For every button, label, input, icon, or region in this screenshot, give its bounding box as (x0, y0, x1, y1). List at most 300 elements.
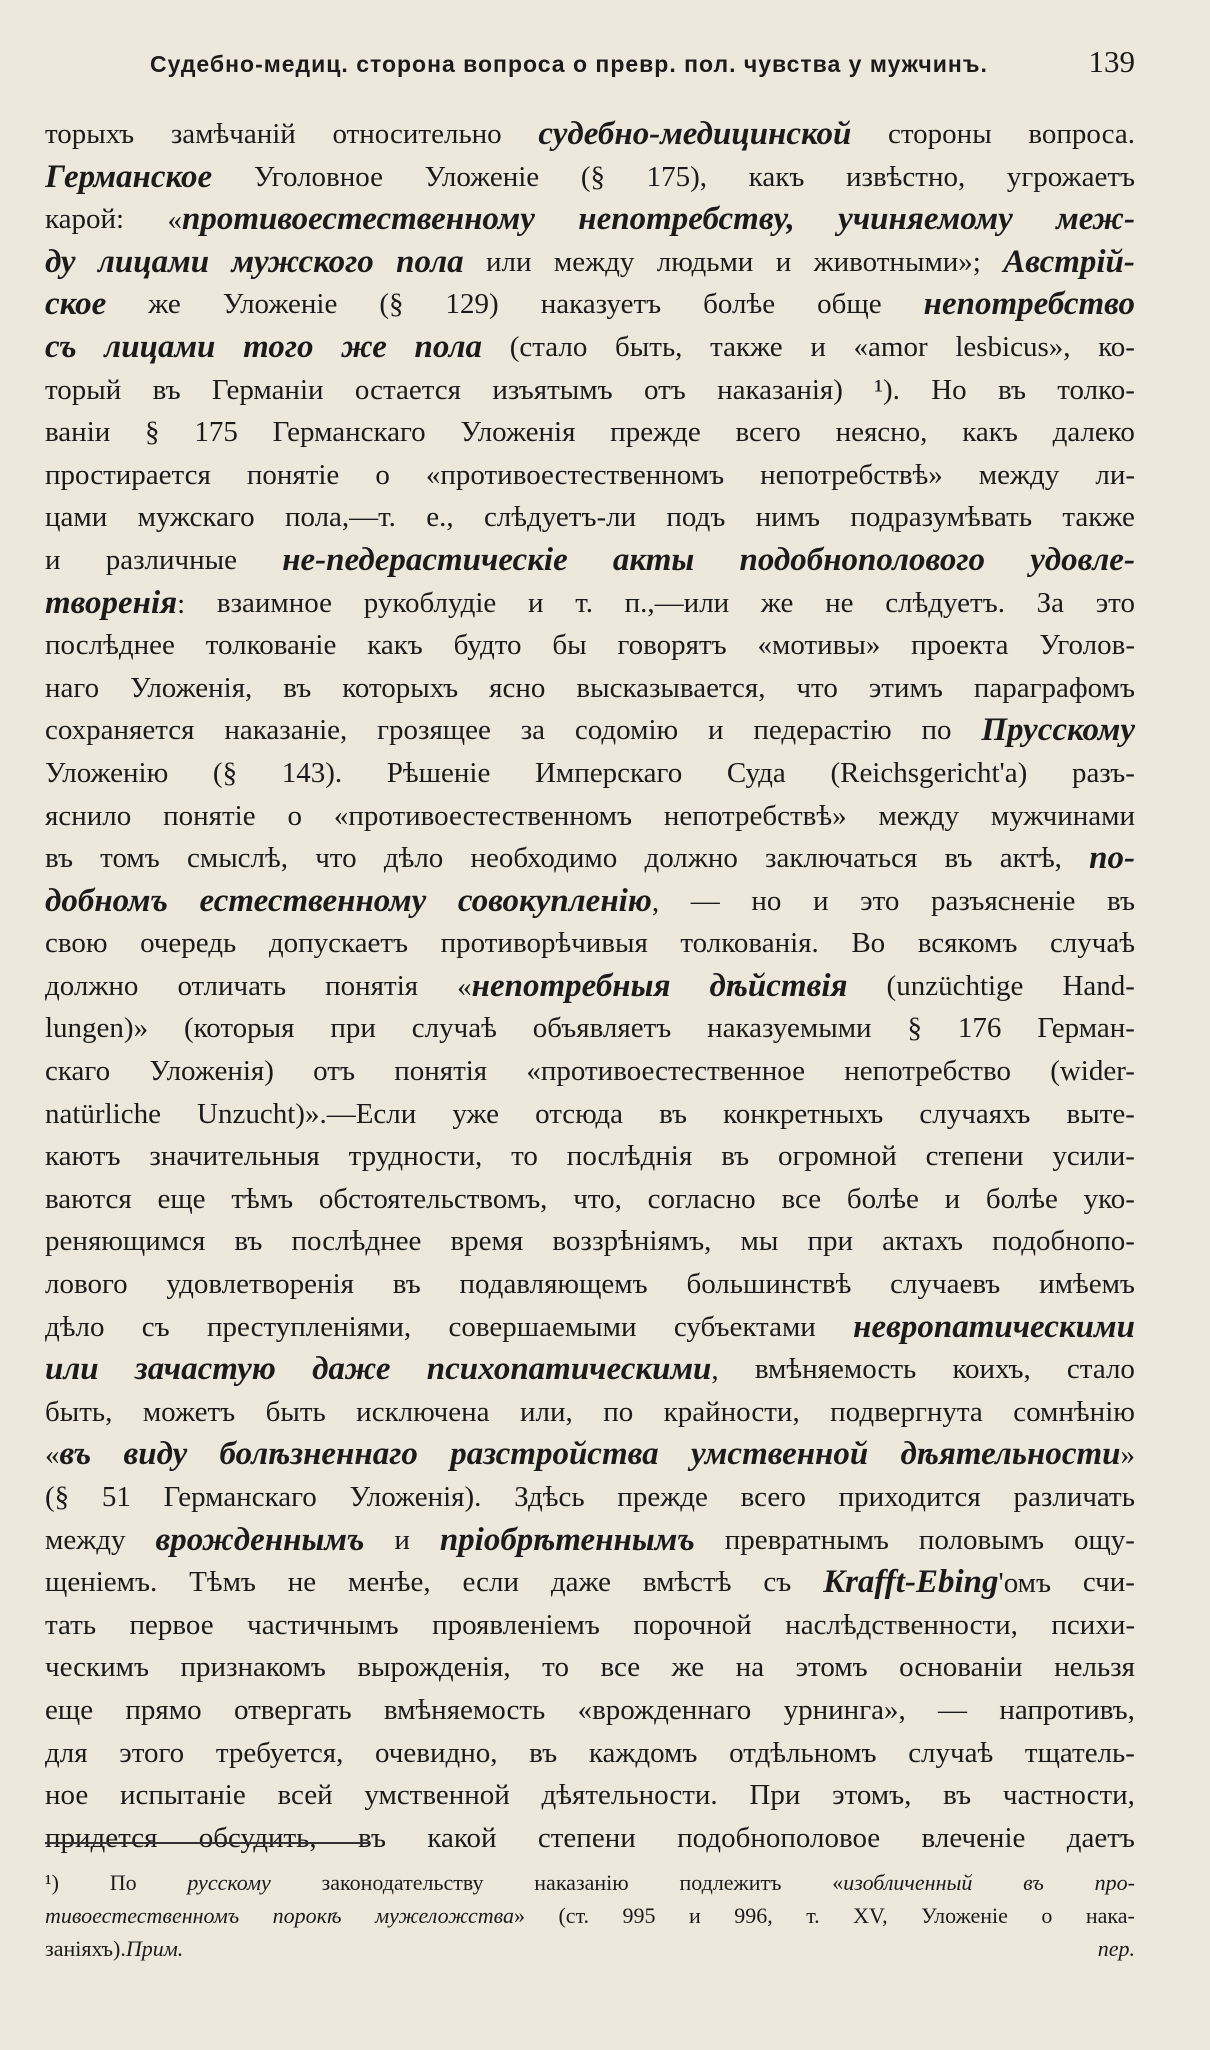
word: частичнымъ (247, 1608, 399, 1641)
word: мужеложства» (375, 1903, 526, 1928)
word: или (486, 245, 532, 278)
emphasis: зачастую (134, 1351, 276, 1388)
emphasis: непотребныя (471, 967, 671, 1004)
word: будто (453, 629, 522, 662)
word: наказуетъ (540, 288, 662, 321)
word: толкованія. (680, 927, 819, 960)
lines-line (45, 539, 1135, 582)
word: актахъ (882, 1225, 963, 1258)
word (1030, 539, 1135, 582)
word: для (45, 1736, 88, 1769)
emphasis: врожденнымъ (155, 1521, 365, 1558)
word: замѣчаній (170, 118, 296, 150)
word: степени (537, 1821, 636, 1854)
word: и (708, 714, 724, 747)
word: наказаніе, (224, 714, 348, 747)
word: «противоестественномъ (425, 458, 725, 491)
word: ческимъ (45, 1651, 150, 1684)
word: взаимное (216, 586, 333, 619)
word: (§ (45, 1481, 70, 1513)
word: Имперскаго (534, 756, 683, 789)
emphasis: меж- (1056, 201, 1135, 238)
word (312, 1348, 391, 1391)
word (1056, 198, 1135, 241)
word: «противоестественномъ (333, 799, 633, 832)
emphasis: изобличенный (843, 1870, 973, 1895)
word: § (145, 416, 160, 449)
word: психопатическими, (426, 1351, 719, 1388)
word: степени (925, 1140, 1024, 1173)
lines-line (45, 1220, 1135, 1263)
word: превратнымъ (724, 1523, 889, 1556)
word (415, 326, 482, 369)
word: Уложенія). (349, 1481, 482, 1513)
word (838, 198, 1013, 241)
word: отъ (313, 1055, 355, 1088)
word: совокупленію, (457, 882, 660, 919)
word: стороны (888, 118, 992, 150)
word: «amor (853, 330, 928, 363)
emphasis: разстройства (450, 1436, 659, 1473)
emphasis: порокѣ (272, 1903, 342, 1928)
word: 51 (101, 1481, 131, 1513)
word: законодательству (321, 1870, 484, 1895)
word: же (671, 1651, 705, 1684)
word: въ (45, 842, 73, 875)
word: Тѣмъ (189, 1566, 256, 1599)
word: половымъ (918, 1523, 1045, 1556)
word: Уложенія (460, 416, 576, 449)
word: сохраняется (45, 714, 195, 747)
word (538, 113, 851, 156)
word: (§ (212, 756, 238, 789)
emphasis: лицами (104, 328, 216, 365)
word: случаѣ (1049, 927, 1135, 960)
word: совершаемыми (448, 1310, 637, 1343)
word: прежде (617, 1481, 708, 1513)
word: случаѣ (411, 1012, 497, 1045)
word: относительно (332, 118, 502, 150)
word: понятіе (163, 799, 256, 832)
word: въ (721, 1140, 750, 1173)
word: (стало (509, 330, 588, 363)
word (45, 241, 76, 284)
word: какой (427, 1821, 497, 1854)
word: (которыя (183, 1012, 295, 1045)
word: слѣдуетъ. (885, 586, 1005, 619)
word: людьми (656, 245, 754, 278)
word: прежде (610, 416, 701, 449)
word: быть, (615, 330, 683, 363)
word: разъясненіе (931, 884, 1076, 917)
word: какъ (748, 160, 805, 193)
emphasis: Прусскому (981, 712, 1135, 749)
word: актѣ, (999, 842, 1062, 875)
word: понятія (394, 1055, 488, 1088)
emphasis: про- (1094, 1870, 1135, 1895)
word: При (749, 1779, 801, 1812)
word: требуется, (215, 1736, 344, 1769)
word: противорѣчивыя (440, 927, 648, 960)
word: тать (45, 1608, 97, 1641)
word: Уголов- (1039, 629, 1135, 662)
word: уже (452, 1097, 500, 1130)
emphasis: Прим. (125, 1936, 184, 1961)
footnote-divider (45, 1842, 370, 1844)
word: и (528, 586, 544, 619)
word: усили- (1052, 1140, 1135, 1173)
word: говорятъ (617, 629, 727, 662)
lines-line (45, 198, 1135, 241)
word: о (287, 799, 302, 832)
word: толко- (1057, 373, 1135, 406)
word: Hand- (1062, 969, 1135, 1002)
word: наказанія) (717, 373, 843, 406)
word: педерастію (753, 714, 892, 747)
word: если (462, 1566, 519, 1599)
word: исключена (356, 1395, 490, 1428)
word: подобнополовое (677, 1821, 881, 1854)
word: какъ (962, 416, 1018, 449)
word: За (1036, 586, 1065, 619)
word: между (553, 245, 635, 278)
word: обще (817, 288, 882, 321)
footnote-line (45, 1932, 1135, 1965)
word (1095, 1866, 1135, 1899)
word: очевидно, (375, 1736, 498, 1769)
body-text (45, 113, 1135, 1859)
word: наказанію (534, 1870, 629, 1895)
word: «противоестественное (526, 1055, 805, 1088)
word: нимъ (755, 501, 821, 534)
word: ваніи (45, 416, 111, 449)
word: не (825, 586, 854, 619)
word (200, 880, 427, 923)
word: даже (550, 1566, 612, 1599)
word (231, 241, 373, 284)
word: подавляющемъ (459, 1268, 648, 1301)
word: но (751, 884, 782, 917)
emphasis: даже (312, 1351, 391, 1388)
word: отдѣльномъ (729, 1736, 877, 1769)
word: пола,—т. (284, 501, 396, 534)
word: испытаніе (119, 1779, 246, 1812)
word: отвергать (233, 1693, 352, 1726)
word: ли- (1095, 458, 1135, 491)
lines-line (45, 667, 1135, 710)
word: непотребствѣ» (663, 799, 847, 832)
word (45, 1899, 239, 1932)
word: 143). (281, 756, 343, 789)
word: разъ- (1071, 756, 1135, 789)
lines-line (45, 1263, 1135, 1306)
word: быть, (45, 1395, 113, 1428)
word: счи- (1082, 1566, 1135, 1599)
lines-line (45, 1093, 1135, 1136)
word: угрожаетъ (1006, 160, 1135, 193)
emphasis: пола (414, 328, 482, 365)
word: очередь (140, 927, 237, 960)
word (396, 241, 463, 284)
word: «непотребныя (457, 967, 671, 1004)
emphasis: совокупленію (457, 882, 652, 919)
word: 175), (646, 160, 708, 193)
word: карой: (45, 203, 125, 236)
word: наго (45, 671, 100, 704)
word: въ (997, 373, 1026, 406)
word (243, 326, 313, 369)
word (45, 326, 77, 369)
word: признакомъ (180, 1651, 326, 1684)
word: ¹). (874, 373, 900, 406)
word (450, 1433, 658, 1476)
word: (unzüchtige (886, 969, 1024, 1002)
word: и (810, 330, 826, 363)
word (273, 1899, 342, 1932)
word: за (520, 714, 546, 747)
word: отличать (177, 969, 287, 1002)
emphasis: русскому (187, 1870, 271, 1895)
page-number: 139 (1088, 44, 1135, 79)
word: подъ (666, 501, 726, 534)
word: Германіи (211, 373, 324, 406)
word: ко- (1098, 330, 1135, 363)
lines-line (45, 1519, 1135, 1562)
lines-line (45, 1476, 1135, 1519)
word: непотребствѣ» (760, 458, 943, 491)
word: въ (358, 1821, 386, 1854)
word: воззрѣніямъ, (552, 1225, 712, 1258)
running-header (150, 44, 1135, 84)
word: при (807, 1225, 853, 1258)
word: дѣло (45, 1310, 105, 1343)
word: т. (806, 1903, 820, 1928)
word: приходится (838, 1481, 981, 1513)
word: непотребство (844, 1055, 1011, 1088)
word (135, 1348, 276, 1391)
word: нака- (1085, 1903, 1135, 1928)
word: что (315, 842, 357, 875)
word: вырожденія, (357, 1651, 511, 1684)
word (440, 1519, 695, 1562)
lines-line (45, 1007, 1135, 1050)
word: вмѣняемость (383, 1693, 546, 1726)
word: торый (45, 373, 122, 406)
lines-line (45, 1178, 1135, 1221)
word: различные (105, 543, 237, 576)
emphasis: учиняемому (838, 201, 1013, 238)
lines-line (45, 582, 1135, 625)
word: въ (152, 373, 181, 406)
word: выте- (1066, 1097, 1135, 1130)
word: свою (45, 927, 108, 960)
word: творенія: (45, 584, 186, 621)
word: еще (45, 1693, 94, 1726)
word: вопроса. (1028, 118, 1135, 150)
word: это (860, 884, 900, 917)
lines-line (45, 1774, 1135, 1817)
lines-line (45, 411, 1135, 454)
emphasis: не-педерастическіе (282, 541, 568, 578)
word: natürliche (45, 1097, 161, 1130)
word: въ (944, 842, 973, 875)
word: же (148, 288, 181, 321)
word: и (45, 543, 61, 576)
word: случаевъ (890, 1268, 1001, 1301)
word: между (45, 1523, 126, 1556)
emphasis: или (45, 1351, 99, 1388)
word: Krafft-Ebing'омъ (823, 1564, 1052, 1601)
word: влеченіе (921, 1821, 1026, 1854)
word: можетъ (142, 1395, 236, 1428)
emphasis: дѣятельности (900, 1436, 1121, 1473)
word: Уложеніе (424, 160, 540, 193)
word: подобнопо- (992, 1225, 1135, 1258)
word: также (710, 330, 783, 363)
emphasis: умственной (690, 1436, 869, 1473)
word (220, 1433, 418, 1476)
word: по (921, 714, 952, 747)
word: дѣло (383, 842, 444, 875)
word: этомъ (795, 1651, 868, 1684)
word: lungen)» (45, 1012, 149, 1045)
word: лового (45, 1268, 128, 1301)
word: Германскаго (163, 1481, 317, 1513)
word: дѣятельности» (900, 1436, 1135, 1473)
word: е., (426, 501, 454, 534)
word: въ (283, 671, 312, 704)
word: коихъ, (952, 1353, 1031, 1386)
word: по (603, 1395, 634, 1428)
word: Уложеніе (222, 288, 338, 321)
word: должно (45, 969, 139, 1002)
lines-line (45, 1646, 1135, 1689)
word (124, 1433, 188, 1476)
emphasis: психопатическими (426, 1351, 712, 1388)
word: случаяхъ (919, 1097, 1031, 1130)
word: на (735, 1651, 765, 1684)
word: сомнѣнію (1013, 1395, 1135, 1428)
word (981, 709, 1135, 752)
word: еще (157, 1182, 206, 1215)
word: первое (129, 1608, 214, 1641)
lines-line (45, 369, 1135, 412)
word (853, 1306, 1135, 1349)
word: проявленіемъ (432, 1608, 600, 1641)
word: не (287, 1566, 317, 1599)
word: преступленіями, (206, 1310, 412, 1343)
word: съ (141, 1310, 170, 1343)
word: необходимо (470, 842, 618, 875)
word: вмѣстѣ (642, 1566, 732, 1599)
word: высказывается, (576, 671, 766, 704)
lines-line (45, 454, 1135, 497)
word: всего (740, 1481, 806, 1513)
word: содомію (574, 714, 679, 747)
word: Уложенія) (149, 1055, 274, 1088)
word: имѣемъ (1039, 1268, 1135, 1301)
emphasis: акты (612, 541, 695, 578)
word: все (781, 1182, 822, 1215)
emphasis: ду (45, 243, 76, 280)
word: вмѣняемость (754, 1353, 917, 1386)
word: (wider- (1050, 1055, 1135, 1088)
word: щеніемъ. (45, 1566, 158, 1599)
emphasis: ское (45, 286, 107, 323)
word: между (878, 799, 959, 832)
word: (§ (580, 160, 605, 193)
word: этимъ (868, 671, 943, 704)
word: изъятымъ (492, 373, 613, 406)
word: порочной (633, 1608, 752, 1641)
word: Уложенію (45, 756, 169, 789)
word: подлежитъ (679, 1870, 782, 1895)
word: (§ (379, 288, 404, 321)
emphasis: въ (1023, 1870, 1044, 1895)
word: мы (740, 1225, 779, 1258)
word: время (450, 1225, 524, 1258)
emphasis: Krafft-Ebing (823, 1564, 999, 1601)
word: съ (763, 1566, 792, 1599)
running-title: Судебно-медиц. сторона вопроса о превр. пол. чувства у мужчинъ. (150, 51, 988, 77)
emphasis: мужеложства (375, 1903, 515, 1928)
word: въ (392, 1268, 421, 1301)
lines-line (45, 1689, 1135, 1732)
word: каютъ (45, 1140, 121, 1173)
word (1023, 1866, 1044, 1899)
emphasis: противоестественному (181, 201, 535, 238)
word: Но (931, 373, 967, 406)
word: торыхъ (45, 118, 135, 150)
lines-line (45, 241, 1135, 284)
word: — (938, 1693, 968, 1726)
word: и (813, 884, 829, 917)
lines-line (45, 283, 1135, 326)
word: должно (644, 842, 738, 875)
word (1003, 241, 1135, 284)
word: придется (45, 1821, 158, 1854)
word: о (375, 458, 390, 491)
word: цами (45, 501, 108, 534)
word: же (760, 586, 794, 619)
word: въ (529, 1736, 558, 1769)
word: понятіе (246, 458, 340, 491)
word: обсудить, (198, 1821, 317, 1854)
word: наказуемыми (707, 1012, 872, 1045)
word: всей (277, 1779, 333, 1812)
word (45, 283, 106, 326)
word: быть (265, 1395, 326, 1428)
word: всякомъ (917, 927, 1018, 960)
lines-line (45, 1306, 1135, 1349)
word: простирается (45, 458, 211, 491)
emphasis: того (243, 328, 314, 365)
lines-line (45, 1561, 1135, 1604)
word: дѣятельности. (541, 1779, 718, 1812)
word: и (688, 1903, 701, 1928)
word: «мотивы» (757, 629, 881, 662)
footnote-line (45, 1866, 1135, 1899)
word: «противоестественному (167, 201, 535, 238)
word: заніяхъ).Прим. (45, 1936, 184, 1961)
word: даетъ (1066, 1821, 1135, 1854)
word: о (1041, 1903, 1053, 1928)
word: грозящее (377, 714, 491, 747)
word: Unzucht)».—Если (197, 1097, 417, 1130)
word: и (775, 245, 792, 278)
word: ясно (489, 671, 546, 704)
word: смыслѣ, (186, 842, 289, 875)
